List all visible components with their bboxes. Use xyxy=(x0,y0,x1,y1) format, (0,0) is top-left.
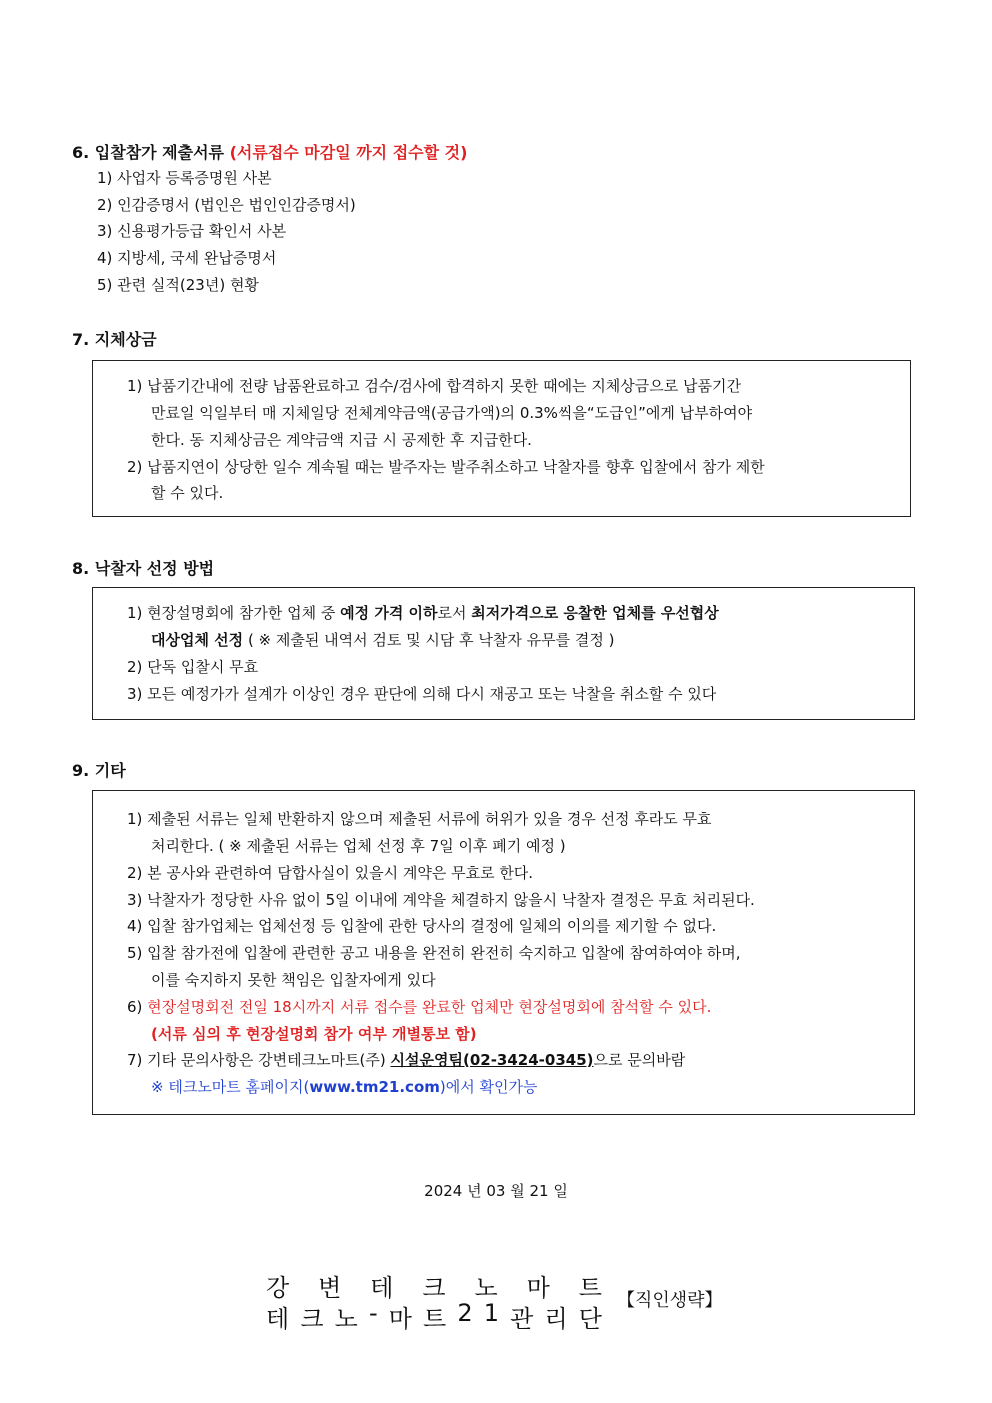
text-run-bold: 예정 가격 이하 xyxy=(340,604,438,622)
box-line: 3) 모든 예정가가 설계가 이상인 경우 판단에 의해 다시 재공고 또는 낙찰을 취소할 수 있다 xyxy=(127,685,717,703)
sig-char: 트 xyxy=(423,1305,447,1333)
box-line xyxy=(127,1049,685,1070)
section-6-title-note: (서류접수 마감일 까지 접수할 것) xyxy=(229,143,468,162)
box-line: 5) 입찰 참가전에 입찰에 관련한 공고 내용을 완전히 완전히 숙지하고 입찰에 참여하여야 하며, xyxy=(127,944,741,962)
box-line xyxy=(127,602,719,623)
sig-char: 변 xyxy=(318,1274,342,1302)
sig-char: 마 xyxy=(526,1274,550,1302)
sig-char: - xyxy=(368,1299,378,1327)
sig-char: 단 xyxy=(578,1305,602,1333)
box-line: 한다. 동 지체상금은 계약금액 지급 시 공제한 후 지급한다. xyxy=(151,431,532,449)
box-line: 3) 낙찰자가 정당한 사유 없이 5일 이내에 계약을 체결하지 않을시 낙찰자 결정은 무효 처리된다. xyxy=(127,891,755,909)
section-9-title: 9. 기타 xyxy=(72,761,126,780)
document-date: 2024 년 03 월 21 일 xyxy=(424,1182,568,1200)
box-line: 만료일 익일부터 매 지체일당 전체계약금액(공급가액)의 0.3%씩을“도급인”에게 납부하여야 xyxy=(151,404,753,422)
text-run: 7) 기타 문의사항은 강변테크노마트(주) xyxy=(127,1051,391,1069)
sig-char: 크 xyxy=(422,1274,446,1302)
section-8-title: 8. 낙찰자 선정 방법 xyxy=(72,559,215,578)
sig-char: 크 xyxy=(300,1305,324,1333)
box-line xyxy=(127,996,711,1017)
text-run: 로서 xyxy=(437,604,472,622)
text-run: )에서 확인가능 xyxy=(439,1078,538,1096)
box-line xyxy=(151,1076,537,1097)
box-line: 1) 제출된 서류는 일체 반환하지 않으며 제출된 서류에 허위가 있을 경우 선정 후라도 무효 xyxy=(127,810,712,828)
section-7-box xyxy=(92,360,911,517)
section-6-title xyxy=(72,140,467,163)
box-line: 2) 본 공사와 관련하여 담합사실이 있을시 계약은 무효로 한다. xyxy=(127,864,534,882)
box-line xyxy=(151,629,614,650)
box-line: 할 수 있다. xyxy=(151,484,224,502)
signature-line-1 xyxy=(266,1268,602,1303)
sig-char: 1 xyxy=(483,1299,500,1327)
sig-char: 테 xyxy=(266,1305,290,1333)
text-run: 으로 문의바람 xyxy=(593,1051,686,1069)
sig-char: 마 xyxy=(388,1305,412,1333)
box-line: (서류 심의 후 현장설명회 참가 여부 개별통보 함) xyxy=(151,1025,477,1043)
seal-omitted-label: 【직인생략】 xyxy=(617,1290,723,1311)
sig-char: 리 xyxy=(544,1305,568,1333)
sig-char: 트 xyxy=(578,1274,602,1302)
sig-char: 관 xyxy=(510,1305,534,1333)
homepage-link[interactable]: www.tm21.com xyxy=(309,1078,440,1096)
sig-char: 테 xyxy=(370,1274,394,1302)
text-run: 1) 현장설명회에 참가한 업체 중 xyxy=(127,604,341,622)
list-item: 3) 신용평가등급 확인서 사본 xyxy=(97,222,287,240)
text-run: 6) xyxy=(127,998,148,1016)
signature-line-2 xyxy=(266,1299,602,1334)
box-line: 처리한다. ( ※ 제출된 서류는 업체 선정 후 7일 이후 폐기 예정 ) xyxy=(151,837,566,855)
sig-char: 노 xyxy=(474,1274,498,1302)
sig-char: 2 xyxy=(457,1299,473,1327)
section-9-box xyxy=(92,790,915,1115)
text-run-red: 현장설명회전 전일 18시까지 서류 접수를 완료한 업체만 현장설명회에 참석할 수 있다. xyxy=(147,998,712,1016)
text-run-bold: 대상업체 선정 xyxy=(151,631,244,649)
section-6-title-text: 6. 입찰참가 제출서류 xyxy=(72,143,230,162)
contact-phone: 시설운영팀(02-3424-0345) xyxy=(390,1051,594,1069)
text-run: ※ 테크노마트 홈페이지( xyxy=(151,1078,310,1096)
box-line: 4) 입찰 참가업체는 업체선정 등 입찰에 관한 당사의 결정에 일체의 이의를 제기할 수 없다. xyxy=(127,917,717,935)
box-line: 2) 단독 입찰시 무효 xyxy=(127,658,259,676)
list-item: 1) 사업자 등록증명원 사본 xyxy=(97,169,272,187)
sig-char: 강 xyxy=(266,1274,290,1302)
list-item: 4) 지방세, 국세 완납증명서 xyxy=(97,249,277,267)
box-line: 이를 숙지하지 못한 책임은 입찰자에게 있다 xyxy=(151,971,436,989)
text-run: ( ※ 제출된 내역서 검토 및 시담 후 낙찰자 유무를 결정 ) xyxy=(243,631,615,649)
list-item: 5) 관련 실적(23년) 현황 xyxy=(97,276,259,294)
section-8-box xyxy=(92,587,915,720)
sig-char: 노 xyxy=(334,1305,358,1333)
text-run-bold: 최저가격으로 응찰한 업체를 우선협상 xyxy=(471,604,719,622)
box-line: 1) 납품기간내에 전량 납품완료하고 검수/검사에 합격하지 못한 때에는 지체상금으로 납품기간 xyxy=(127,377,741,395)
box-line: 2) 납품지연이 상당한 일수 계속될 때는 발주자는 발주취소하고 낙찰자를 향후 입찰에서 참가 제한 xyxy=(127,458,765,476)
list-item: 2) 인감증명서 (법인은 법인인감증명서) xyxy=(97,196,356,214)
section-7-title: 7. 지체상금 xyxy=(72,330,157,349)
